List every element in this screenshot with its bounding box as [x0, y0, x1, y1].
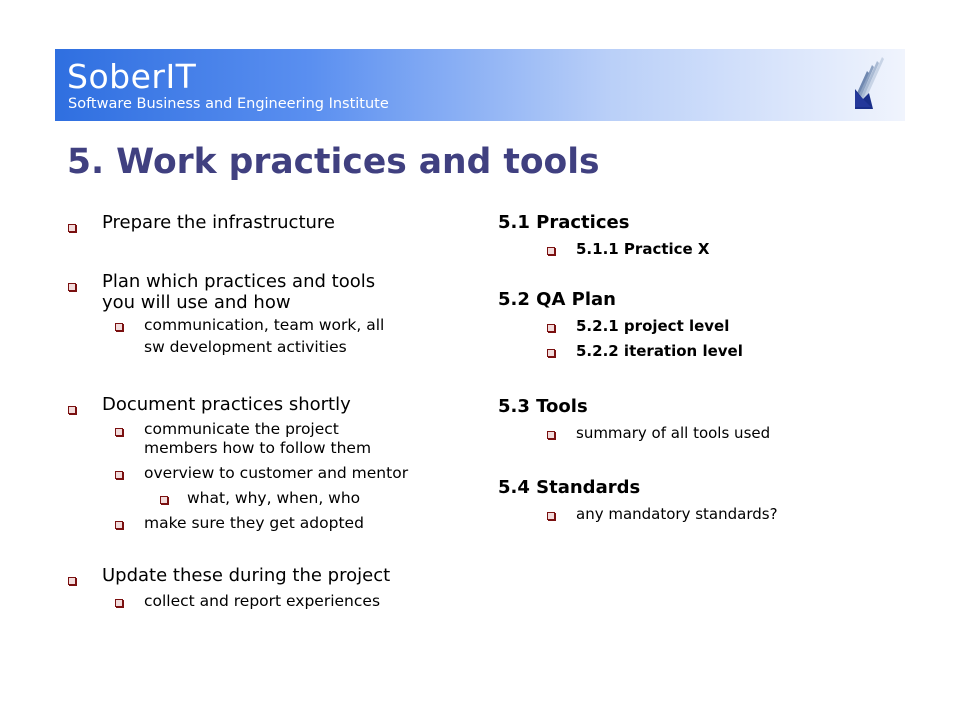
square-bullet-icon — [115, 428, 123, 436]
sub-bullet-adopted: make sure they get adopted — [144, 514, 364, 532]
item-iteration-level: 5.2.2 iteration level — [576, 342, 743, 360]
square-bullet-icon — [547, 324, 555, 332]
sub-bullet-overview: overview to customer and mentor — [144, 464, 409, 482]
bullet-plan-practices-line1: Plan which practices and tools — [102, 271, 376, 292]
bullet-prepare-infrastructure: Prepare the infrastructure — [102, 212, 335, 233]
heading-practices: 5.1 Practices — [498, 212, 630, 233]
square-bullet-icon — [547, 512, 555, 520]
square-bullet-icon — [68, 577, 76, 585]
heading-qa-plan: 5.2 QA Plan — [498, 289, 616, 310]
soberit-logo-icon — [851, 53, 887, 111]
square-bullet-icon — [547, 349, 555, 357]
item-tools-summary: summary of all tools used — [576, 424, 771, 442]
square-bullet-icon — [547, 431, 555, 439]
item-project-level: 5.2.1 project level — [576, 317, 730, 335]
square-bullet-icon — [115, 521, 123, 529]
brand-name: SoberIT — [67, 57, 197, 96]
square-bullet-icon — [68, 406, 76, 414]
heading-tools: 5.3 Tools — [498, 396, 588, 417]
square-bullet-icon — [115, 599, 123, 607]
sub-bullet-collect: collect and report experiences — [144, 592, 381, 610]
sub-bullet-communication-line2: sw development activities — [144, 338, 347, 356]
square-bullet-icon — [547, 247, 555, 255]
square-bullet-icon — [115, 471, 123, 479]
bullet-update: Update these during the project — [102, 565, 391, 586]
page-title: 5. Work practices and tools — [67, 142, 600, 182]
header-banner — [55, 49, 905, 121]
sub-bullet-communication-line1: communication, team work, all — [144, 316, 385, 334]
sub-bullet-communicate-line2: members how to follow them — [144, 439, 372, 457]
heading-standards: 5.4 Standards — [498, 477, 641, 498]
square-bullet-icon — [68, 224, 76, 232]
bullet-plan-practices-line2: you will use and how — [102, 292, 291, 313]
sub-bullet-communicate-line1: communicate the project — [144, 420, 339, 438]
item-mandatory-standards: any mandatory standards? — [576, 505, 778, 523]
bullet-document-practices: Document practices shortly — [102, 394, 351, 415]
brand-subtitle: Software Business and Engineering Institute — [68, 96, 389, 112]
sub-sub-bullet-what-why: what, why, when, who — [187, 489, 361, 507]
square-bullet-icon — [115, 323, 123, 331]
square-bullet-icon — [68, 283, 76, 291]
item-practice-x: 5.1.1 Practice X — [576, 240, 710, 258]
square-bullet-icon — [160, 496, 168, 504]
